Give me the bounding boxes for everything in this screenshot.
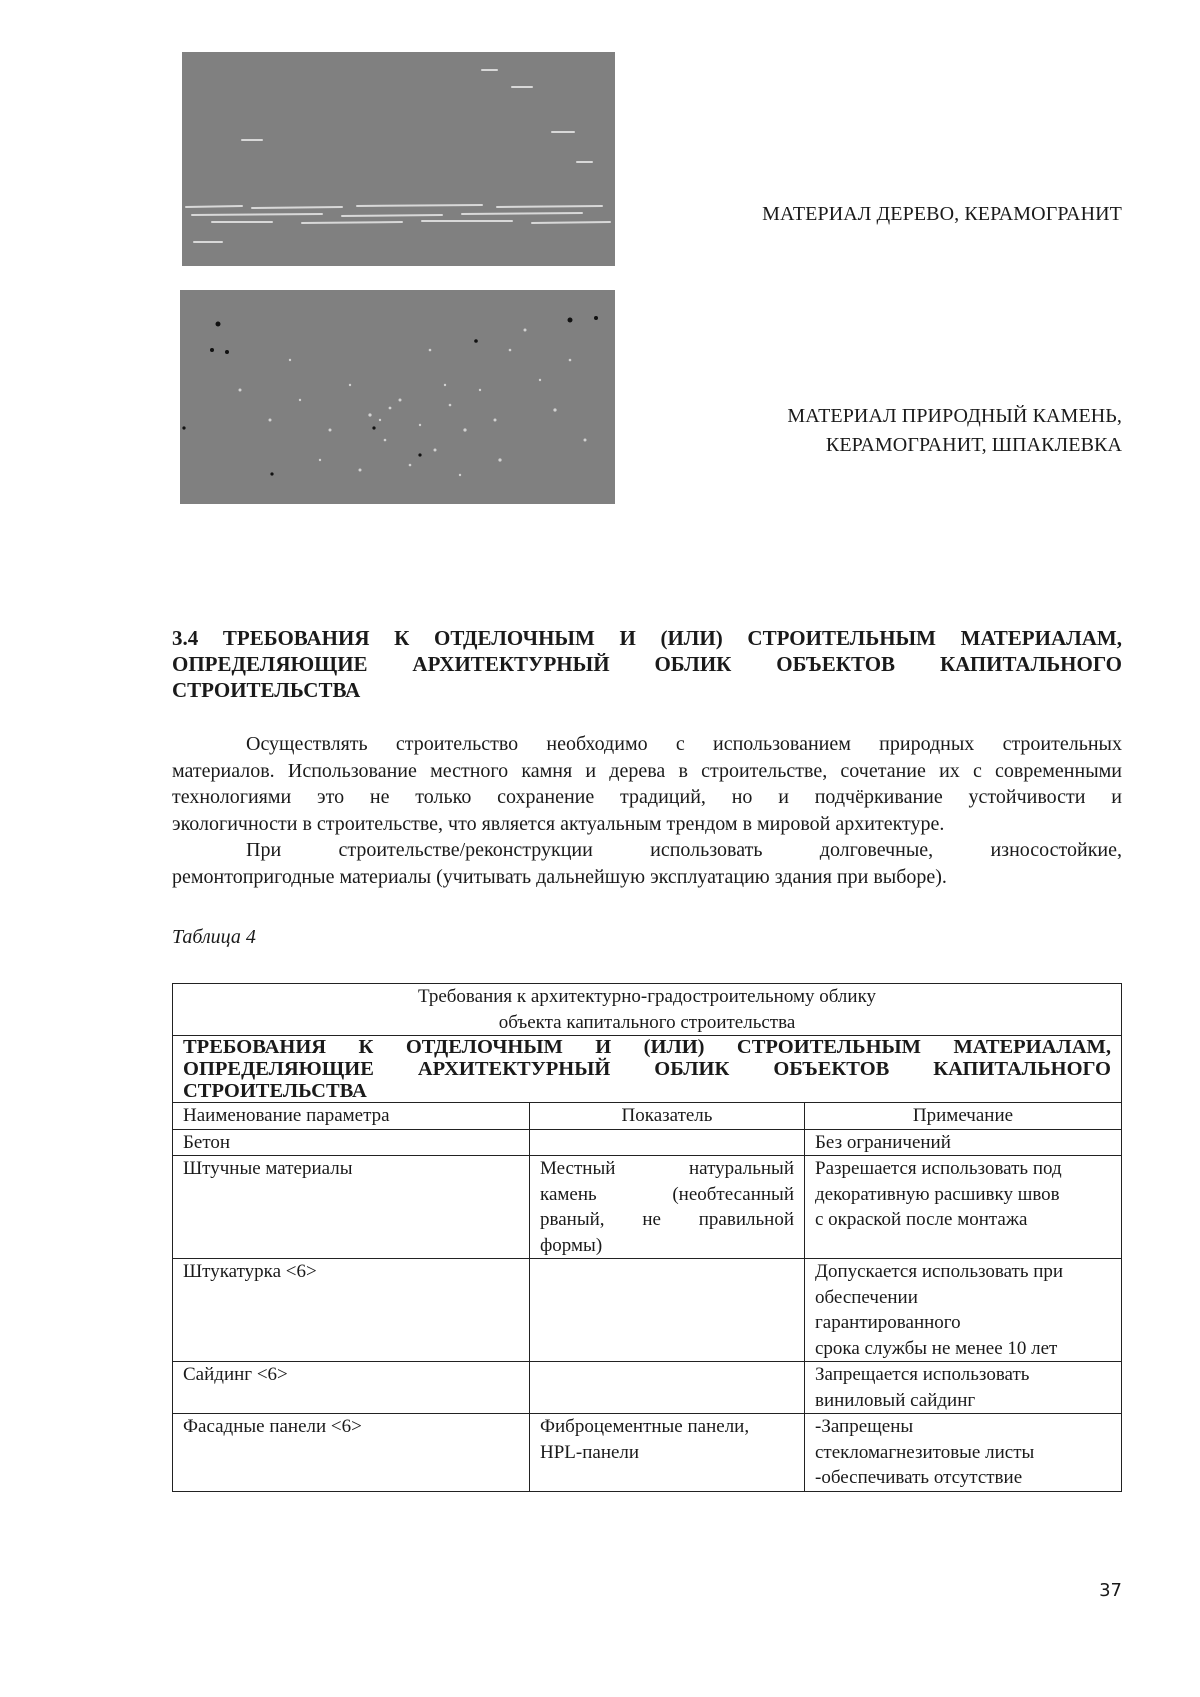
header-note: Примечание (805, 1103, 1122, 1130)
note-line: -Запрещены (815, 1416, 914, 1437)
paragraph-line: Осуществлять строительство необходимо с использованием природных строительных (246, 733, 1122, 755)
table-row (173, 1129, 1122, 1156)
note-line: Запрещается использовать (815, 1364, 1030, 1385)
table-row (173, 1156, 1122, 1259)
table-title-line: объекта капитального строительства (498, 1011, 796, 1033)
page-number: 37 (1099, 1580, 1122, 1601)
table-subtitle-line: СТРОИТЕЛЬСТВА (183, 1080, 367, 1102)
indicator-line: рваный, не правильной (540, 1209, 794, 1230)
table-subtitle-cell (173, 1036, 1122, 1103)
table-row (173, 1259, 1122, 1362)
paragraph-line: ремонтопригодные материалы (учитывать дальнейшую эксплуатацию здания при выборе). (172, 865, 947, 888)
heading-line: 3.4 ТРЕБОВАНИЯ К ОТДЕЛОЧНЫМ И (ИЛИ) СТРОИТЕЛЬНЫМ МАТЕРИАЛАМ, (172, 626, 1122, 650)
body-paragraph-2 (172, 837, 1122, 890)
cell-indicator (530, 1414, 805, 1492)
table-title-line: Требования к архитектурно-градостроительному облику (417, 986, 877, 1007)
paragraph-line: технологиями это не только сохранение традиций, но и подчёркивание устойчивости и (172, 786, 1122, 808)
cell-param: Штучные материалы (173, 1156, 530, 1259)
cell-note (805, 1414, 1122, 1492)
table-title-cell (173, 984, 1122, 1036)
body-paragraph-1 (172, 731, 1122, 837)
indicator-line: Местный натуральный (540, 1158, 794, 1179)
cell-indicator (530, 1129, 805, 1156)
note-line: Допускается использовать при (815, 1261, 1064, 1282)
cell-param: Штукатурка <6> (173, 1259, 530, 1362)
note-line: декоративную расшивку швов (815, 1183, 1060, 1205)
cell-indicator (530, 1362, 805, 1414)
material-label-line: КЕРАМОГРАНИТ, ШПАКЛЕВКА (825, 434, 1122, 456)
table-row (173, 1414, 1122, 1492)
note-line: срока службы не менее 10 лет (815, 1337, 1058, 1359)
section-heading (172, 625, 1122, 703)
table-subtitle-line: ОПРЕДЕЛЯЮЩИЕ АРХИТЕКТУРНЫЙ ОБЛИК ОБЪЕКТОВ КАПИТАЛЬНОГО (183, 1058, 1111, 1080)
table-row (173, 1362, 1122, 1414)
table-subtitle-line: ТРЕБОВАНИЯ К ОТДЕЛОЧНЫМ И (ИЛИ) СТРОИТЕЛЬНЫМ МАТЕРИАЛАМ, (183, 1036, 1111, 1058)
cell-param: Бетон (173, 1129, 530, 1156)
header-param: Наименование параметра (173, 1103, 530, 1130)
header-indicator: Показатель (530, 1103, 805, 1130)
note-line: гарантированного (815, 1312, 961, 1333)
note-line: виниловый сайдинг (815, 1389, 976, 1411)
paragraph-line: материалов. Использование местного камня и дерева в строительстве, сочетание их с современными (172, 759, 1122, 782)
cell-note (805, 1362, 1122, 1414)
heading-line: ОПРЕДЕЛЯЮЩИЕ АРХИТЕКТУРНЫЙ ОБЛИК ОБЪЕКТОВ КАПИТАЛЬНОГО (172, 652, 1122, 676)
indicator-line: HPL-панели (540, 1441, 640, 1463)
material-label-line: МАТЕРИАЛ ДЕРЕВО, КЕРАМОГРАНИТ (762, 203, 1122, 225)
material-label-line: МАТЕРИАЛ ПРИРОДНЫЙ КАМЕНЬ, (787, 405, 1122, 427)
note-line: обеспечении (815, 1286, 918, 1308)
indicator-line: камень (необтесанный (540, 1183, 794, 1205)
table-subtitle-row (173, 1036, 1122, 1103)
note-line: Разрешается использовать под (815, 1158, 1062, 1179)
note-line: с окраской после монтажа (815, 1209, 1028, 1230)
indicator-line: формы) (540, 1234, 603, 1256)
indicator-line: Фиброцементные панели, (540, 1416, 750, 1437)
heading-line: СТРОИТЕЛЬСТВА (172, 678, 361, 702)
paragraph-line: экологичности в строительстве, что является актуальным трендом в мировой архитектуре. (172, 812, 945, 835)
cell-note (805, 1156, 1122, 1259)
cell-param: Фасадные панели <6> (173, 1414, 530, 1492)
table-header-row (173, 1103, 1122, 1130)
note-line: Без ограничений (815, 1131, 951, 1153)
requirements-table (172, 983, 1122, 1492)
cell-note (805, 1259, 1122, 1362)
material-label-stone (787, 402, 1122, 460)
note-line: -обеспечивать отсутствие (815, 1467, 1023, 1488)
cell-note (805, 1129, 1122, 1156)
stone-swatch-image (180, 290, 615, 504)
cell-indicator (530, 1259, 805, 1362)
paragraph-line: При строительстве/реконструкции использовать долговечные, износостойкие, (246, 839, 1122, 861)
note-line: стекломагнезитовые листы (815, 1441, 1035, 1463)
table-caption: Таблица 4 (172, 926, 256, 948)
wood-swatch-image (182, 52, 615, 266)
cell-indicator (530, 1156, 805, 1259)
table-title-row (173, 984, 1122, 1036)
material-label-wood (762, 200, 1122, 229)
cell-param: Сайдинг <6> (173, 1362, 530, 1414)
